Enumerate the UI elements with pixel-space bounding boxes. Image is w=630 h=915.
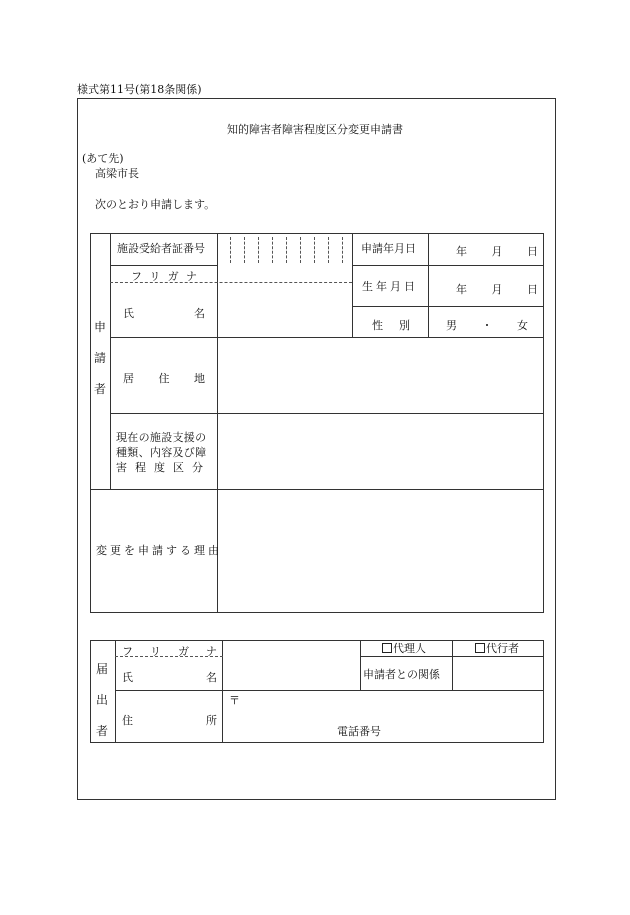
notifier-furigana-field[interactable] bbox=[224, 641, 359, 655]
notifier-side-label: 届 出 者 bbox=[95, 662, 108, 738]
sex-label: 性 別 bbox=[372, 319, 410, 332]
form-number: 様式第11号(第18条関係) bbox=[77, 83, 202, 96]
reason-label: 変更を申請する理由 bbox=[96, 544, 222, 557]
applicant-side-label: 申 請 者 bbox=[93, 320, 106, 396]
birth-date-label: 生年月日 bbox=[362, 280, 418, 293]
applicant-furigana-field[interactable] bbox=[219, 266, 351, 281]
agent-checkbox[interactable]: 代理人 bbox=[382, 643, 426, 654]
notifier-name-label: 氏 名 bbox=[122, 671, 217, 684]
phone-label: 電話番号 bbox=[337, 725, 381, 738]
sex-options[interactable]: 男 ・ 女 bbox=[446, 319, 528, 332]
notifier-address-label: 住 所 bbox=[122, 714, 217, 727]
applicant-name-label: 氏 名 bbox=[123, 307, 205, 320]
current-support-label: 現在の施設支援の 種類、内容及び障 害程度区分 bbox=[116, 431, 211, 474]
postal-mark: 〒 bbox=[229, 694, 240, 707]
applicant-furigana-label: フ リ ガ ナ bbox=[131, 270, 197, 283]
notifier-address-field[interactable] bbox=[224, 692, 542, 722]
birth-date-field[interactable]: 年 月 日 bbox=[456, 283, 538, 296]
checkbox-icon bbox=[382, 643, 392, 653]
notifier-name-field[interactable] bbox=[224, 658, 359, 689]
applicant-name-field[interactable] bbox=[219, 284, 351, 336]
form-title: 知的障害者障害程度区分変更申請書 bbox=[227, 123, 403, 136]
proxy-checkbox[interactable]: 代行者 bbox=[475, 643, 519, 654]
cert-number-label: 施設受給者証番号 bbox=[117, 242, 205, 255]
reason-field[interactable] bbox=[219, 490, 542, 611]
relation-field[interactable] bbox=[454, 658, 542, 689]
notifier-furigana-label: フ リ ガ ナ bbox=[122, 645, 217, 658]
cert-number-field[interactable] bbox=[219, 234, 351, 264]
addressee: 高梁市長 bbox=[95, 167, 139, 180]
address-field[interactable] bbox=[219, 338, 542, 412]
current-support-field[interactable] bbox=[219, 414, 542, 488]
checkbox-icon bbox=[475, 643, 485, 653]
application-date-field[interactable]: 年 月 日 bbox=[456, 245, 538, 258]
relation-label: 申請者との関係 bbox=[363, 668, 440, 681]
address-label: 居 住 地 bbox=[123, 372, 205, 385]
addressee-label: (あて先) bbox=[82, 152, 124, 165]
intro-text: 次のとおり申請します。 bbox=[95, 198, 216, 211]
application-date-label: 申請年月日 bbox=[361, 242, 416, 255]
